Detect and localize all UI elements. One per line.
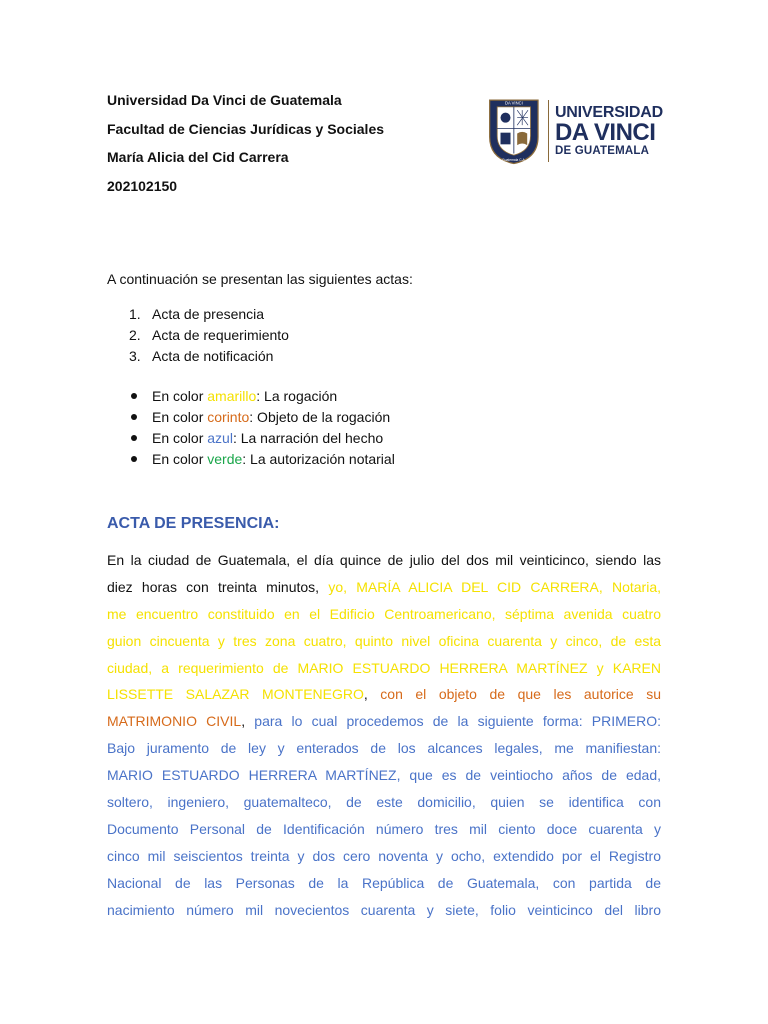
bullet-icon bbox=[131, 456, 137, 462]
university-logo bbox=[488, 89, 663, 173]
paragraph-line bbox=[107, 574, 661, 601]
logo-wordmark bbox=[555, 104, 663, 158]
text-segment-blue: Nacional de las Personas de la República de Guatemala, con partida de bbox=[107, 874, 661, 891]
paragraph-line bbox=[107, 681, 661, 708]
text-segment-blue: MARIO ESTUARDO HERRERA MARTÍNEZ, que es de veintiocho años de edad, bbox=[107, 767, 661, 784]
seal-bottom-text: Guatemala C.A. bbox=[502, 158, 526, 163]
acta-paragraph bbox=[107, 547, 661, 923]
color-word-corinto: corinto bbox=[207, 409, 250, 425]
faculty-name: Facultad de Ciencias Jurídicas y Sociales bbox=[107, 120, 385, 137]
section-title: ACTA DE PRESENCIA: bbox=[107, 515, 280, 532]
logo-line-1: UNIVERSIDAD bbox=[554, 104, 663, 121]
student-id: 202102150 bbox=[107, 177, 178, 194]
text-segment-blue: para lo cual procedemos de la siguiente forma: PRIMERO: bbox=[254, 713, 662, 730]
intro-text: A continuación se presentan las siguientes actas: bbox=[107, 271, 413, 287]
document-page: Universidad Da Vinci de Guatemala Facultad de Ciencias Jurídicas y Sociales María Alicia del Cid Carrera 202102150 DA VINCI Guatemala C.A. UNIVERSIDAD DA VINCI DE GUATEMALA A continuación se presentan las siguientes actas: 1. Acta de presencia 2. Acta de requerimiento 3. Acta de notificación En color amarillo: La rogación En color corinto: Objeto de la rogación En color azul: La narración del hecho En color verde: La autorización notarial ACTA DE PRESENCIA: En la ciudad de Guatemala, el día quince de julio del dos mil veinticinco, siendo las diez horas con treinta minutos, yo, MARÍA ALICIA DEL CID CARRERA, Notaria, me encuentro constituido en el Edificio Centroamericano, séptima avenida cuatro guion cincuenta y tres zona cuatro, quinto nivel oficina cuarenta y cinco, de esta ciudad, a requerimiento de MARIO ESTUARDO HERRERA MARTÍNEZ y KAREN LISSETTE SALAZAR MONTENEGRO, con el objeto de que les autorice su MATRIMONIO CIVIL, para lo cual procedemos de la siguiente forma: PRIMERO: Bajo juramento de ley y enterados de los alcances legales, me manifiestan: MARIO ESTUARDO HERRERA MARTÍNEZ, que es de veintiocho años de edad, soltero, ingeniero, guatemalteco, de este domicilio, quien se identifica con Documento Personal de Identificación número tres mil ciento doce cuarenta y cinco mil seiscientos treinta y dos cero noventa y ocho, extendido por el Registro Nacional de las Personas de la República de Guatemala, con partida de nacimiento número mil novecientos cuarenta y siete, folio veinticinco del libro bbox=[0, 0, 768, 1024]
text-segment-blue: cinco mil seiscientos treinta y dos cero noventa y ocho, extendido por el Registro bbox=[107, 847, 661, 864]
logo-line-3: DE GUATEMALA bbox=[554, 145, 650, 157]
text-segment-black: , bbox=[363, 686, 381, 703]
color-word-verde: verde bbox=[207, 451, 243, 467]
paragraph-line bbox=[107, 735, 661, 762]
paragraph-line bbox=[107, 762, 661, 789]
text-segment-black: En la ciudad de Guatemala, el día quince de julio del dos mil veinticinco, siendo las bbox=[107, 552, 661, 568]
paragraph-line bbox=[107, 628, 661, 655]
paragraph-line bbox=[107, 870, 661, 897]
text-segment-corinto: con el objeto de que les autorice su bbox=[380, 686, 661, 703]
paragraph-line bbox=[107, 601, 661, 628]
text-segment-blue: Bajo juramento de ley y enterados de los alcances legales, me manifiestan: bbox=[107, 740, 661, 757]
text-segment-yellow: ciudad, a requerimiento de MARIO ESTUARDO HERRERA MARTÍNEZ y KAREN bbox=[107, 659, 661, 676]
text-segment-yellow: yo, MARÍA ALICIA DEL CID CARRERA, Notaria, bbox=[328, 578, 662, 595]
list-item-text: Acta de presencia bbox=[152, 306, 265, 322]
paragraph-line bbox=[107, 816, 661, 843]
text-segment-blue: Documento Personal de Identificación número tres mil ciento doce cuarenta y bbox=[107, 820, 661, 837]
document-header bbox=[107, 86, 384, 200]
text-segment-blue: nacimiento número mil novecientos cuarenta y siete, folio veinticinco del libro bbox=[107, 901, 661, 918]
list-item-text: Acta de requerimiento bbox=[152, 327, 289, 343]
color-word-azul: azul bbox=[207, 430, 233, 446]
paragraph-line bbox=[107, 789, 661, 816]
text-segment-yellow: me encuentro constituido en el Edificio Centroamericano, séptima avenida cuatro bbox=[107, 605, 661, 622]
text-segment-corinto: MATRIMONIO CIVIL bbox=[107, 713, 242, 730]
paragraph-line bbox=[107, 897, 661, 924]
list-number: 3. bbox=[129, 348, 141, 364]
paragraph-line bbox=[107, 655, 661, 682]
bullet-icon bbox=[131, 414, 137, 420]
university-name: Universidad Da Vinci de Guatemala bbox=[107, 92, 342, 108]
paragraph-line bbox=[107, 708, 661, 735]
seal-top-text: DA VINCI bbox=[504, 100, 523, 106]
paragraph-line bbox=[107, 547, 661, 574]
logo-divider bbox=[548, 100, 549, 162]
text-segment-blue: soltero, ingeniero, guatemalteco, de este domicilio, quien se identifica con bbox=[107, 794, 661, 811]
student-name: María Alicia del Cid Carrera bbox=[107, 149, 289, 165]
text-segment-yellow: LISSETTE SALAZAR MONTENEGRO bbox=[107, 686, 364, 703]
logo-line-2: DA VINCI bbox=[554, 119, 656, 146]
bullet-icon bbox=[131, 435, 137, 441]
paragraph-line bbox=[107, 843, 661, 870]
text-segment-black: diez horas con treinta minutos, bbox=[107, 578, 329, 595]
color-word-amarillo: amarillo bbox=[207, 388, 257, 404]
list-item-text: Acta de notificación bbox=[152, 348, 274, 364]
text-segment-black: , bbox=[241, 713, 255, 730]
university-seal-icon bbox=[488, 90, 540, 172]
list-number: 1. bbox=[129, 306, 141, 322]
text-segment-yellow: guion cincuenta y tres zona cuatro, quinto nivel oficina cuarenta y cinco, de esta bbox=[107, 632, 661, 649]
list-number: 2. bbox=[129, 327, 141, 343]
bullet-icon bbox=[131, 393, 137, 399]
